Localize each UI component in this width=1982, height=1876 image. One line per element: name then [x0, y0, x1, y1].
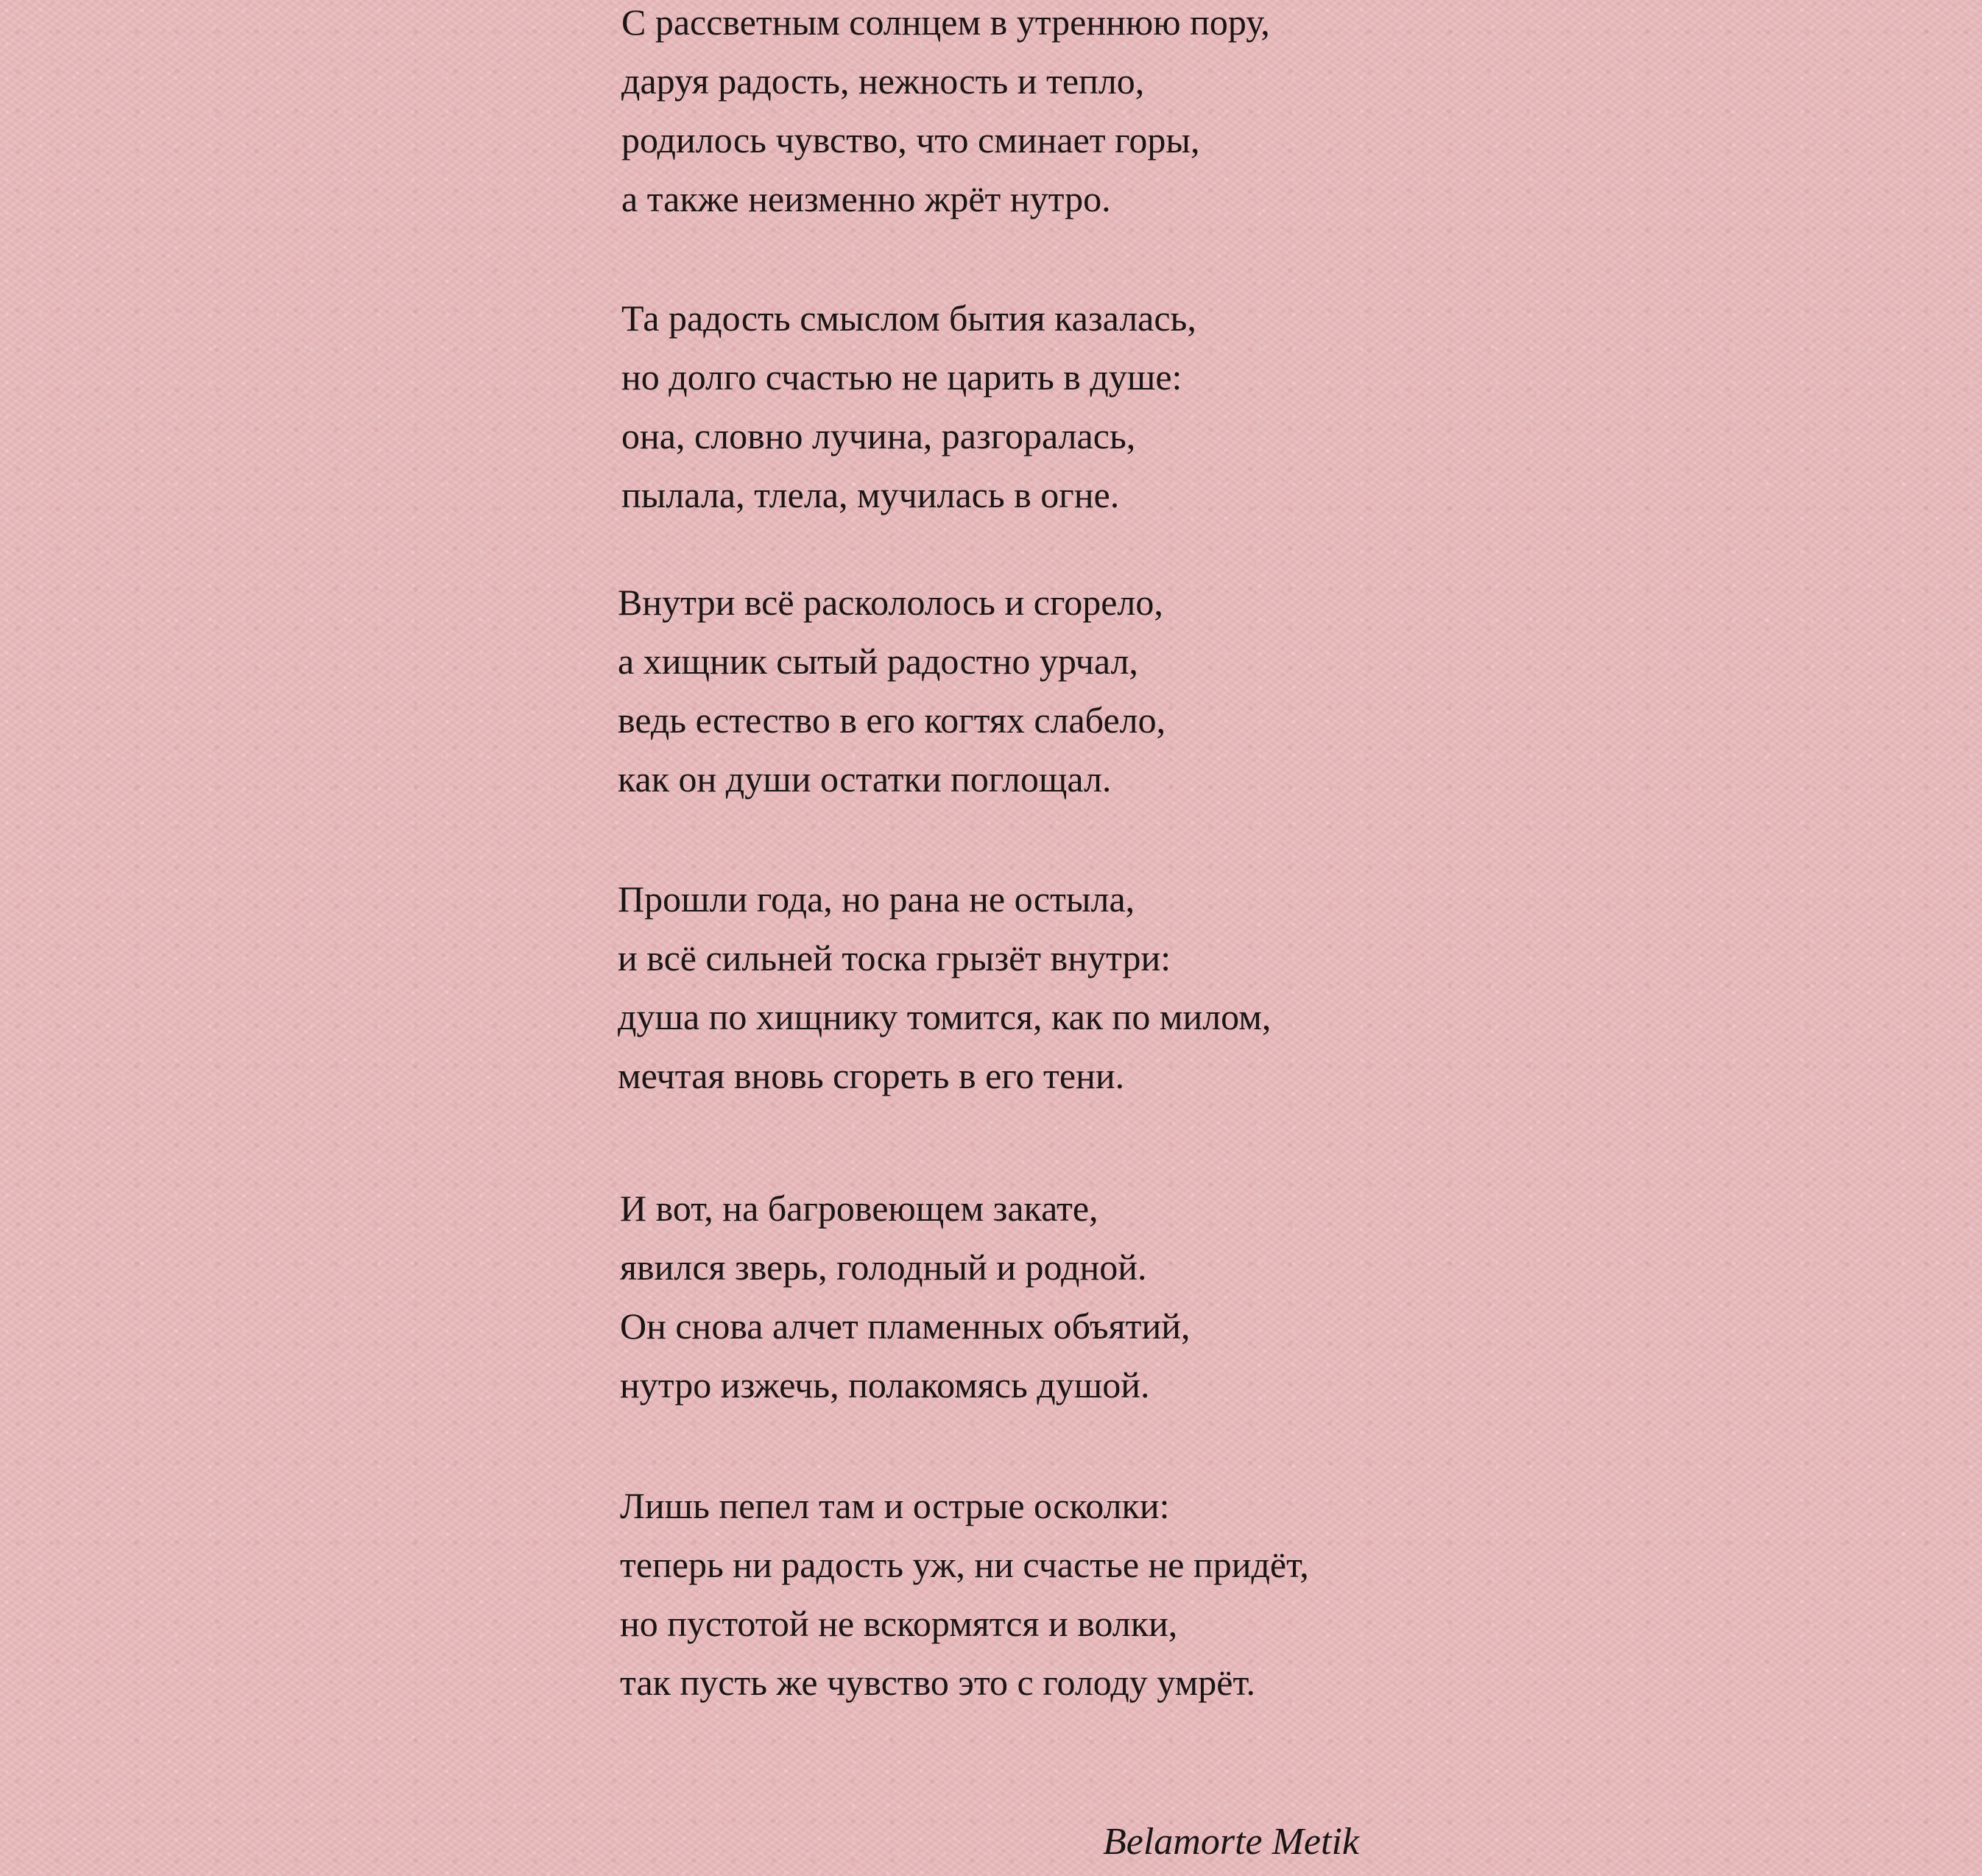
- poem-line: а хищник сытый радостно урчал,: [618, 641, 1138, 682]
- poem-line: но пустотой не вскормятся и волки,: [620, 1603, 1178, 1644]
- poem-line: так пусть же чувство это с голоду умрёт.: [620, 1662, 1256, 1703]
- poem-line: Прошли года, но рана не остыла,: [618, 878, 1135, 920]
- stanza-3: [618, 573, 1165, 808]
- poem-line: Он снова алчет пламенных объятий,: [620, 1305, 1191, 1347]
- poem-line: ведь естество в его когтях слабело,: [618, 699, 1166, 741]
- poem-line: теперь ни радость уж, ни счастье не придёт,: [620, 1544, 1309, 1585]
- poem-line: Та радость смыслом бытия казалась,: [621, 297, 1196, 339]
- poem-line: и всё сильней тоска грызёт внутри:: [618, 937, 1171, 978]
- poem-line: родилось чувство, что сминает горы,: [621, 119, 1200, 161]
- poem-line: пылала, тлела, мучилась в огне.: [621, 474, 1120, 515]
- poem-line: явился зверь, голодный и родной.: [620, 1246, 1147, 1288]
- stanza-4: [618, 870, 1271, 1105]
- poem-line: С рассветным солнцем в утреннюю пору,: [621, 1, 1270, 43]
- poem-line: душа по хищнику томится, как по милом,: [618, 996, 1272, 1037]
- author-signature: Belamorte Metik: [1103, 1821, 1359, 1863]
- stanza-1: [621, 0, 1270, 228]
- poem-line: мечтая вновь сгореть в его тени.: [618, 1055, 1125, 1096]
- poem-line: а также неизменно жрёт нутро.: [621, 178, 1111, 219]
- stanza-6: [620, 1476, 1309, 1712]
- poem-line: но долго счастью не царить в душе:: [621, 356, 1182, 398]
- stanza-2: [621, 289, 1196, 524]
- poem-line: Лишь пепел там и острые осколки:: [620, 1485, 1170, 1526]
- poem-line: она, словно лучина, разгоралась,: [621, 415, 1136, 456]
- stanza-5: [620, 1179, 1191, 1414]
- poem-line: нутро изжечь, полакомясь душой.: [620, 1364, 1150, 1406]
- poem-line: даруя радость, нежность и тепло,: [621, 60, 1145, 102]
- poem-line: Внутри всё раскололось и сгорело,: [618, 582, 1163, 623]
- poem-line: как он души остатки поглощал.: [618, 758, 1112, 800]
- poem-line: И вот, на багровеющем закате,: [620, 1188, 1098, 1229]
